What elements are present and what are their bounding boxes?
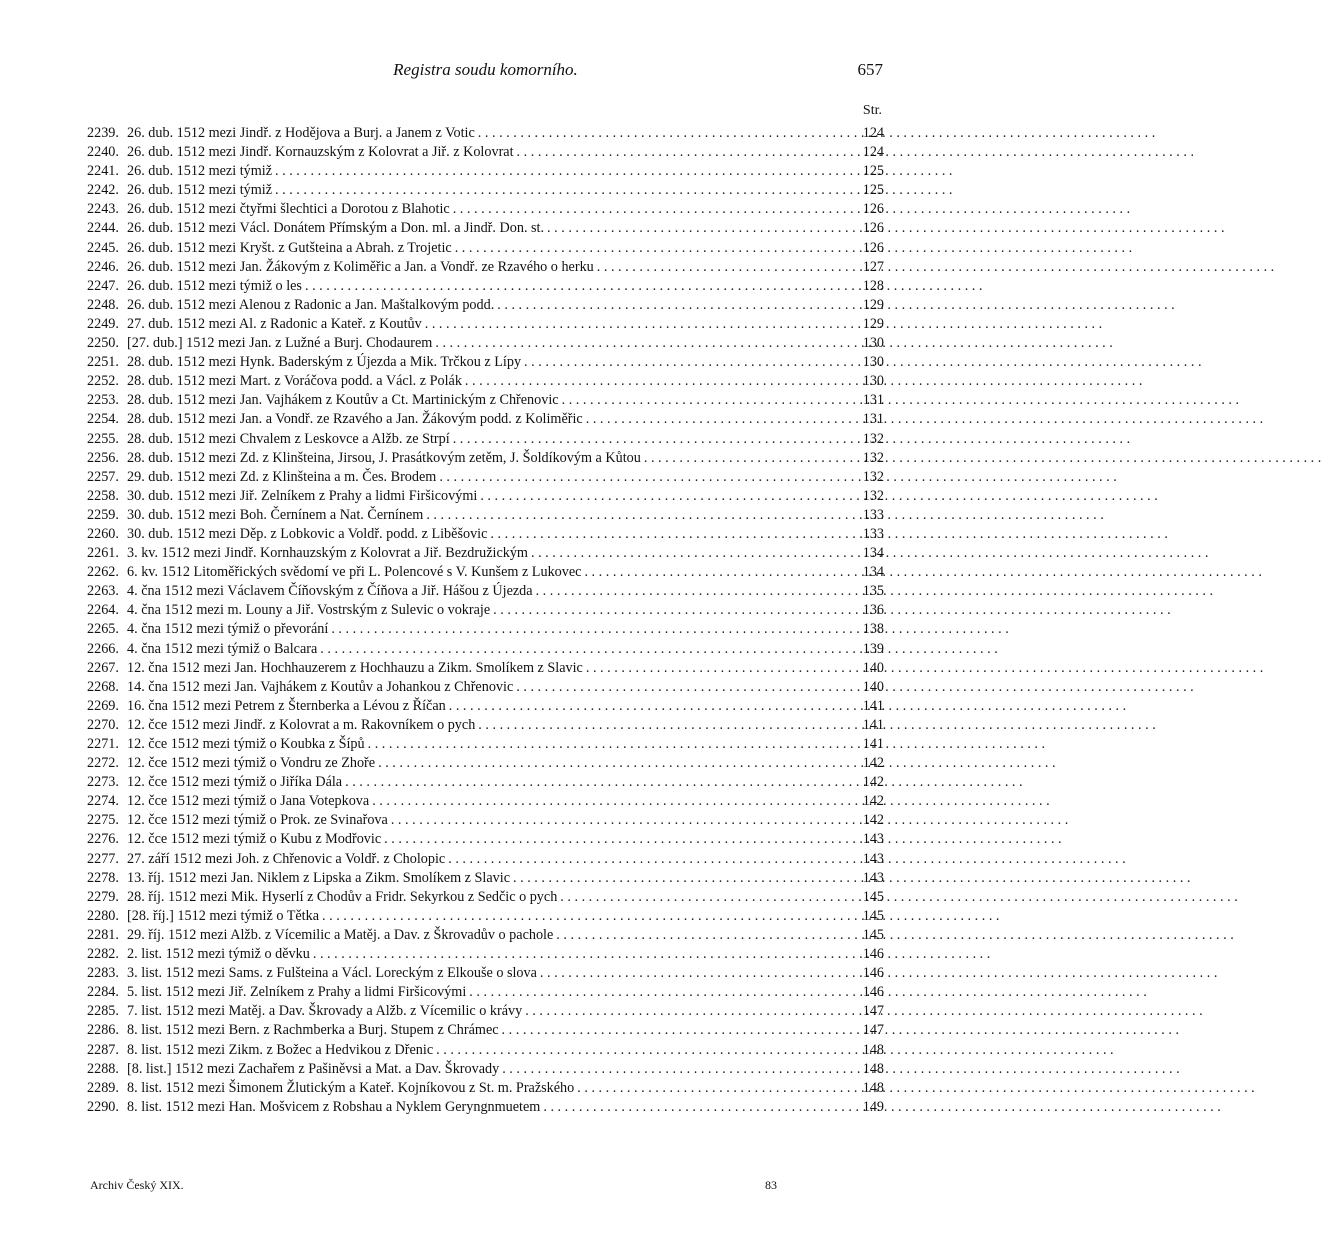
entry-number: 2242. [87, 182, 119, 199]
entry-page-ref: 138 [862, 621, 884, 638]
page-number: 657 [857, 60, 883, 79]
entry-description: 26. dub. 1512 mezi týmiž o les [127, 277, 302, 294]
entry-page-ref: 145 [862, 926, 884, 943]
entry-description: 26. dub. 1512 mezi Alenou z Radonic a Jan. Maštalkovým podd. [127, 296, 495, 313]
entry-page-ref: 149 [862, 1098, 884, 1115]
index-entry [87, 945, 884, 964]
entry-page-ref: 143 [862, 831, 884, 848]
entry-number: 2244. [87, 220, 119, 237]
entry-number: 2253. [87, 392, 119, 409]
entry-number: 2248. [87, 296, 119, 313]
entry-description: 28. dub. 1512 mezi Chvalem z Leskovce a Alžb. ze Strpí [127, 430, 450, 447]
entry-number: 2281. [87, 926, 119, 943]
entry-description: 12. čce 1512 mezi týmiž o Vondru ze Zhoře [127, 755, 376, 772]
dot-leader [372, 792, 853, 811]
index-entry [87, 754, 884, 773]
entry-description: 14. čna 1512 mezi Jan. Vajhákem z Koutův a Johankou z Chřenovic [127, 678, 514, 695]
index-entry [87, 258, 884, 277]
entry-number: 2273. [87, 774, 119, 791]
entry-number: 2280. [87, 907, 119, 924]
index-entry [87, 410, 884, 429]
entry-number: 2268. [87, 678, 119, 695]
dot-leader [469, 983, 853, 1002]
entry-description: 29. dub. 1512 mezi Zd. z Klinšteina a m. Čes. Brodem [127, 468, 437, 485]
entry-description: 6. kv. 1512 Litoměřických svědomí ve při L. Polencové s V. Kunšem z Lukovec [127, 564, 582, 581]
entry-description: 28. dub. 1512 mezi Mart. z Voráčova podd. a Václ. z Polák [127, 373, 462, 390]
entry-number: 2239. [87, 125, 119, 141]
index-entry [87, 697, 884, 716]
entry-page-ref: 143 [862, 850, 884, 867]
index-entry [87, 792, 884, 811]
entry-number: 2283. [87, 965, 119, 982]
entry-number: 2282. [87, 946, 119, 963]
dot-leader [453, 430, 853, 449]
entry-number: 2249. [87, 315, 119, 332]
index-entry [87, 143, 884, 162]
dot-leader [391, 811, 853, 830]
entry-description: 28. říj. 1512 mezi Mik. Hyserlí z Chodův a Fridr. Sekyrkou z Sedčic o pych [127, 888, 558, 905]
index-entry [87, 315, 884, 334]
dot-leader [480, 487, 853, 506]
entry-page-ref: 147 [862, 1003, 884, 1020]
entry-description: [28. říj.] 1512 mezi týmiž o Tětka [127, 907, 320, 924]
index-entry [87, 850, 884, 869]
dot-leader [490, 525, 853, 544]
entry-description: 29. říj. 1512 mezi Alžb. z Vícemilic a Matěj. a Dav. z Škrovadův o pachole [127, 926, 554, 943]
entry-number: 2264. [87, 602, 119, 619]
index-entry [87, 640, 884, 659]
dot-leader [448, 850, 853, 869]
index-entry [87, 888, 884, 907]
index-entry [87, 372, 884, 391]
entry-page-ref: 134 [862, 564, 884, 581]
entry-page-ref: 134 [862, 545, 884, 562]
dot-leader [513, 869, 853, 888]
dot-leader [556, 926, 853, 945]
entry-description: 12. čce 1512 mezi týmiž o Jiříka Dála [127, 774, 343, 791]
entry-page-ref: 146 [862, 984, 884, 1001]
dot-leader [536, 582, 853, 601]
index-entry [87, 983, 884, 1002]
entry-number: 2250. [87, 335, 119, 352]
entry-page-ref: 128 [862, 277, 884, 294]
entry-number: 2255. [87, 430, 119, 447]
entry-page-ref: 125 [862, 182, 884, 199]
index-entry [87, 773, 884, 792]
index-entry [87, 487, 884, 506]
index-entry [87, 506, 884, 525]
index-entry [87, 582, 884, 601]
entry-number: 2261. [87, 545, 119, 562]
dot-leader [540, 964, 853, 983]
dot-leader [426, 506, 853, 525]
dot-leader [331, 620, 853, 639]
entry-number: 2257. [87, 468, 119, 485]
entry-number: 2247. [87, 277, 119, 294]
index-entry [87, 449, 884, 468]
entry-page-ref: 129 [862, 315, 884, 332]
dot-leader [525, 1002, 853, 1021]
index-entry [87, 468, 884, 487]
index-entry [87, 869, 884, 888]
index-entry [87, 1021, 884, 1040]
entry-number: 2288. [87, 1060, 119, 1077]
entry-description: 28. dub. 1512 mezi Zd. z Klinšteina, Jirsou, J. Prasátkovým zetěm, J. Šoldíkovým a Kůtou [127, 449, 641, 466]
entry-description: 26. dub. 1512 mezi Jindř. z Hodějova a Burj. a Janem z Votic [127, 125, 475, 141]
dot-leader [543, 1098, 853, 1117]
entry-page-ref: 132 [862, 449, 884, 466]
index-entry [87, 544, 884, 563]
dot-leader [524, 353, 853, 372]
entry-description: 28. dub. 1512 mezi Jan. Vajhákem z Koutův a Ct. Martinickým z Chřenovic [127, 392, 559, 409]
index-entry [87, 200, 884, 219]
entry-number: 2287. [87, 1041, 119, 1058]
entry-page-ref: 135 [862, 583, 884, 600]
entry-page-ref: 145 [862, 888, 884, 905]
entry-page-ref: 146 [862, 965, 884, 982]
entry-page-ref: 127 [862, 258, 884, 275]
dot-leader [547, 219, 853, 238]
entry-page-ref: 126 [862, 220, 884, 237]
entry-page-ref: 141 [862, 736, 884, 752]
entry-description: 4. čna 1512 mezi týmiž o převorání [127, 621, 329, 638]
index-entry [87, 735, 884, 754]
dot-leader [478, 124, 853, 143]
entry-description: 27. dub. 1512 mezi Al. z Radonic a Kateř. z Koutův [127, 315, 422, 332]
entry-number: 2245. [87, 239, 119, 256]
index-entry [87, 926, 884, 945]
dot-leader [435, 334, 853, 353]
index-entry [87, 1060, 884, 1079]
entry-page-ref: 142 [862, 755, 884, 772]
entry-number: 2270. [87, 716, 119, 733]
entry-description: 28. dub. 1512 mezi Hynk. Baderským z Újezda a Mik. Trčkou z Lípy [127, 354, 522, 371]
index-entry [87, 1079, 884, 1098]
entry-description: 26. dub. 1512 mezi týmiž [127, 182, 273, 199]
entry-description: 8. list. 1512 mezi Zikm. z Božec a Hedvikou z Dřenic [127, 1041, 434, 1058]
entry-page-ref: 141 [862, 697, 884, 714]
entry-number: 2284. [87, 984, 119, 1001]
entry-page-ref: 126 [862, 201, 884, 218]
dot-leader [478, 716, 853, 735]
dot-leader [493, 601, 853, 620]
index-entry [87, 659, 884, 678]
index-entry [87, 601, 884, 620]
entry-page-ref: 148 [862, 1060, 884, 1077]
dot-leader [502, 1060, 853, 1079]
dot-leader [465, 372, 853, 391]
entry-page-ref: 136 [862, 602, 884, 619]
index-entry [87, 296, 884, 315]
entry-description: [27. dub.] 1512 mezi Jan. z Lužné a Burj. Chodaurem [127, 335, 433, 352]
entry-page-ref: 131 [862, 392, 884, 409]
entry-number: 2269. [87, 697, 119, 714]
entry-description: 12. čce 1512 mezi týmiž o Prok. ze Svinařova [127, 812, 388, 829]
entry-page-ref: 145 [862, 907, 884, 924]
entry-description: 2. list. 1512 mezi týmiž o děvku [127, 946, 310, 963]
entry-number: 2289. [87, 1079, 119, 1096]
entry-description: 30. dub. 1512 mezi Děp. z Lobkovic a Voldř. podd. z Liběšovic [127, 525, 488, 542]
entry-description: 4. čna 1512 mezi Václavem Číňovským z Číňova a Jiř. Hášou z Újezda [127, 583, 533, 600]
index-entry [87, 1041, 884, 1060]
dot-leader [313, 945, 853, 964]
entry-description: 26. dub. 1512 mezi týmiž [127, 163, 273, 180]
entry-page-ref: 130 [862, 354, 884, 371]
dot-leader [322, 907, 853, 926]
entry-number: 2252. [87, 373, 119, 390]
printer-signature: 83 [765, 1178, 777, 1192]
dot-leader [305, 277, 853, 296]
dot-leader [425, 315, 853, 334]
entry-page-ref: 129 [862, 296, 884, 313]
dot-leader [586, 410, 853, 429]
entry-number: 2246. [87, 258, 119, 275]
index-entry [87, 391, 884, 410]
entry-page-ref: 124 [862, 125, 884, 141]
index-entry [87, 678, 884, 697]
entry-description: 30. dub. 1512 mezi Boh. Černínem a Nat. Černínem [127, 506, 424, 523]
entry-number: 2272. [87, 755, 119, 772]
entry-number: 2285. [87, 1003, 119, 1020]
dot-leader [584, 563, 853, 582]
entry-number: 2256. [87, 449, 119, 466]
entry-page-ref: 126 [862, 239, 884, 256]
entry-number: 2241. [87, 163, 119, 180]
entry-number: 2259. [87, 506, 119, 523]
dot-leader [586, 659, 853, 678]
entry-description: 12. čce 1512 mezi týmiž o Kubu z Modřovic [127, 831, 382, 848]
dot-leader [384, 830, 853, 849]
entry-description: 8. list. 1512 mezi Bern. z Rachmberka a Burj. Stupem z Chrámec [127, 1022, 499, 1039]
dot-leader [275, 181, 853, 200]
entry-page-ref: 133 [862, 506, 884, 523]
dot-leader [320, 640, 853, 659]
dot-leader [517, 143, 853, 162]
entry-description: 12. čce 1512 mezi Jindř. z Kolovrat a m. Rakovníkem o pych [127, 716, 476, 733]
entry-page-ref: 130 [862, 335, 884, 352]
entry-page-ref: 139 [862, 640, 884, 657]
entry-page-ref: 140 [862, 678, 884, 695]
entry-number: 2254. [87, 411, 119, 428]
entry-description: 26. dub. 1512 mezi Václ. Donátem Přímským a Don. ml. a Jindř. Don. st. [127, 220, 545, 237]
entry-page-ref: 132 [862, 430, 884, 447]
entry-page-ref: 132 [862, 468, 884, 485]
entry-number: 2276. [87, 831, 119, 848]
entry-page-ref: 130 [862, 373, 884, 390]
index-entry [87, 124, 884, 143]
entry-number: 2290. [87, 1098, 119, 1115]
entry-description: 16. čna 1512 mezi Petrem z Šternberka a Lévou z Říčan [127, 697, 446, 714]
entry-page-ref: 141 [862, 716, 884, 733]
entry-page-ref: 132 [862, 487, 884, 504]
entry-description: 27. září 1512 mezi Joh. z Chřenovic a Voldř. z Cholopic [127, 850, 446, 867]
entry-description: 4. čna 1512 mezi týmiž o Balcara [127, 640, 318, 657]
index-entry [87, 964, 884, 983]
entry-number: 2286. [87, 1022, 119, 1039]
page-column-heading: Str. [862, 103, 882, 118]
dot-leader [562, 391, 853, 410]
entry-number: 2258. [87, 487, 119, 504]
entry-page-ref: 142 [862, 774, 884, 791]
entry-number: 2265. [87, 621, 119, 638]
index-entry [87, 563, 884, 582]
entry-page-ref: 142 [862, 793, 884, 810]
dot-leader [455, 239, 853, 258]
dot-leader [453, 200, 853, 219]
entry-number: 2260. [87, 525, 119, 542]
register-index-list [87, 124, 884, 1117]
dot-leader [345, 773, 853, 792]
entry-number: 2277. [87, 850, 119, 867]
dot-leader [502, 1021, 853, 1040]
index-entry [87, 219, 884, 238]
dot-leader [436, 1041, 853, 1060]
index-entry [87, 430, 884, 449]
entry-page-ref: 148 [862, 1079, 884, 1096]
entry-description: 26. dub. 1512 mezi čtyřmi šlechtici a Dorotou z Blahotic [127, 201, 450, 218]
dot-leader [368, 735, 853, 754]
entry-description: 28. dub. 1512 mezi Jan. a Vondř. ze Rzavého a Jan. Žákovým podd. z Koliměřic [127, 411, 583, 428]
entry-description: 3. list. 1512 mezi Sams. z Fulšteina a Václ. Loreckým z Elkouše o slova [127, 965, 537, 982]
entry-description: 3. kv. 1512 mezi Jindř. Kornhauzským z Kolovrat a Jiř. Bezdružickým [127, 545, 528, 562]
entry-description: 8. list. 1512 mezi Han. Mošvicem z Robshau a Nyklem Geryngnmuetem [127, 1098, 541, 1115]
index-entry [87, 162, 884, 181]
dot-leader [644, 449, 853, 468]
entry-page-ref: 147 [862, 1022, 884, 1039]
index-entry [87, 620, 884, 639]
running-header [88, 60, 883, 86]
index-entry [87, 830, 884, 849]
entry-page-ref: 148 [862, 1041, 884, 1058]
index-entry [87, 277, 884, 296]
entry-page-ref: 131 [862, 411, 884, 428]
index-entry [87, 525, 884, 544]
entry-page-ref: 143 [862, 869, 884, 886]
entry-description: 4. čna 1512 mezi m. Louny a Jiř. Vostrským z Sulevic o vokraje [127, 602, 491, 619]
running-title: Registra soudu komorního. [393, 60, 578, 79]
entry-number: 2251. [87, 354, 119, 371]
entry-number: 2263. [87, 583, 119, 600]
entry-description: [8. list.] 1512 mezi Zachařem z Pašiněvsi a Mat. a Dav. Škrovady [127, 1060, 500, 1077]
entry-description: 8. list. 1512 mezi Šimonem Žlutickým a Kateř. Kojníkovou z St. m. Pražského [127, 1079, 575, 1096]
dot-leader [449, 697, 853, 716]
entry-description: 12. čce 1512 mezi týmiž o Jana Votepkova [127, 793, 370, 810]
entry-number: 2279. [87, 888, 119, 905]
entry-page-ref: 125 [862, 163, 884, 180]
dot-leader [577, 1079, 853, 1098]
entry-page-ref: 146 [862, 946, 884, 963]
index-entry [87, 811, 884, 830]
entry-description: 12. čce 1512 mezi týmiž o Koubka z Šípů [127, 736, 365, 752]
entry-description: 12. čna 1512 mezi Jan. Hochhauzerem z Hochhauzu a Zikm. Smolíkem z Slavic [127, 659, 583, 676]
entry-description: 13. říj. 1512 mezi Jan. Niklem z Lipska a Zikm. Smolíkem z Slavic [127, 869, 510, 886]
entry-number: 2243. [87, 201, 119, 218]
index-entry [87, 907, 884, 926]
dot-leader [378, 754, 853, 773]
entry-number: 2266. [87, 640, 119, 657]
entry-page-ref: 124 [862, 144, 884, 161]
entry-description: 26. dub. 1512 mezi Jan. Žákovým z Koliměřic a Jan. a Vondř. ze Rzavého o herku [127, 258, 594, 275]
entry-description: 30. dub. 1512 mezi Jiř. Zelníkem z Prahy a lidmi Firšicovými [127, 487, 478, 504]
entry-description: 26. dub. 1512 mezi Jindř. Kornauzským z Kolovrat a Jiř. z Kolovrat [127, 144, 514, 161]
index-entry [87, 716, 884, 735]
entry-number: 2275. [87, 812, 119, 829]
entry-number: 2274. [87, 793, 119, 810]
index-entry [87, 1002, 884, 1021]
dot-leader [516, 678, 853, 697]
entry-number: 2271. [87, 736, 119, 752]
entry-description: 5. list. 1512 mezi Jiř. Zelníkem z Prahy a lidmi Firšicovými [127, 984, 467, 1001]
dot-leader [597, 258, 853, 277]
entry-page-ref: 133 [862, 525, 884, 542]
dot-leader [275, 162, 853, 181]
entry-page-ref: 142 [862, 812, 884, 829]
index-entry [87, 334, 884, 353]
index-entry [87, 1098, 884, 1117]
index-entry [87, 181, 884, 200]
index-entry [87, 239, 884, 258]
entry-number: 2278. [87, 869, 119, 886]
entry-number: 2267. [87, 659, 119, 676]
entry-number: 2240. [87, 144, 119, 161]
entry-page-ref: 140 [862, 659, 884, 676]
dot-leader [560, 888, 853, 907]
entry-description: 26. dub. 1512 mezi Kryšt. z Gutšteina a Abrah. z Trojetic [127, 239, 452, 256]
dot-leader [497, 296, 853, 315]
entry-description: 7. list. 1512 mezi Matěj. a Dav. Škrovady a Alžb. z Vícemilic o krávy [127, 1003, 523, 1020]
dot-leader [439, 468, 853, 487]
entry-number: 2262. [87, 564, 119, 581]
dot-leader [531, 544, 853, 563]
publication-name: Archiv Český XIX. [90, 1178, 184, 1192]
index-entry [87, 353, 884, 372]
